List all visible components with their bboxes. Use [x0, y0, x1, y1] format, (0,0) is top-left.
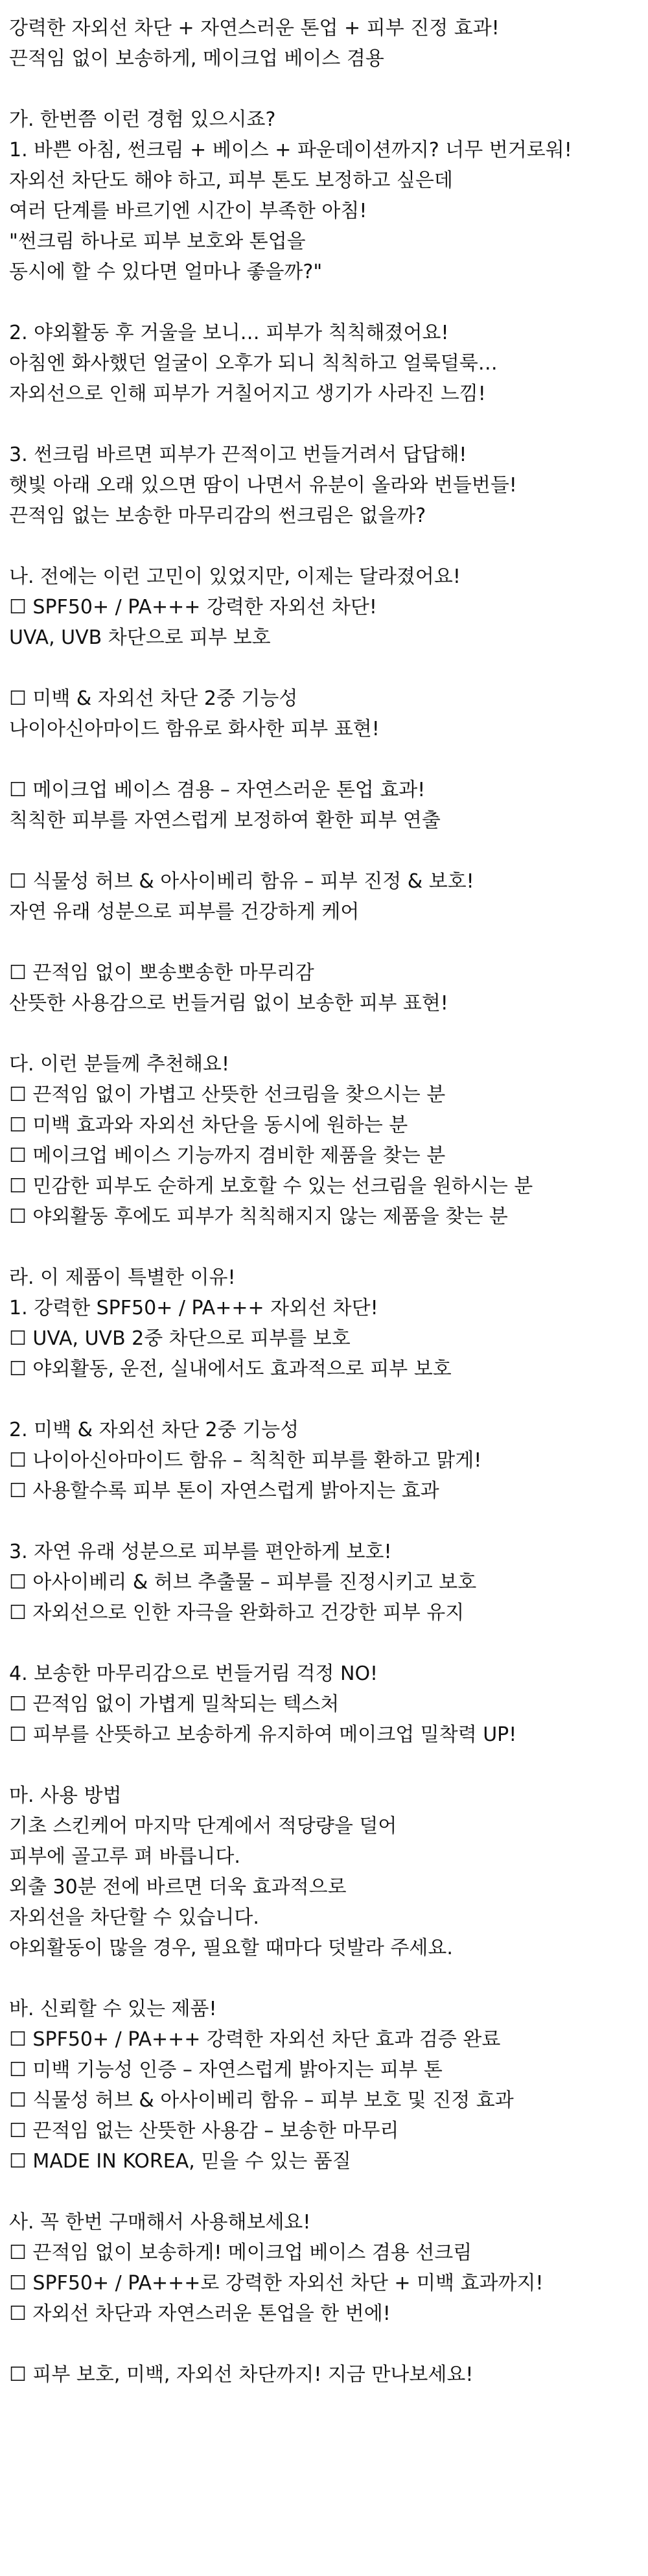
text-line: ☐ 야외활동, 운전, 실내에서도 효과적으로 피부 보호 — [9, 1358, 452, 1380]
text-line: 산뜻한 사용감으로 번들거림 없이 보송한 피부 표현! — [9, 992, 448, 1015]
section-spacer — [9, 2177, 644, 2207]
text-line: ☐ 식물성 허브 & 아사이베리 함유 – 피부 보호 및 진정 효과 — [9, 2089, 514, 2112]
text-line: ☐ SPF50+ / PA+++로 강력한 자외선 차단 + 미백 효과까지! — [9, 2272, 544, 2295]
text-line: ☐ 피부 보호, 미백, 자외선 차단까지! 지금 만나보세요! — [9, 2363, 474, 2386]
text-line: 외출 30분 전에 바르면 더욱 효과적으로 — [9, 1876, 347, 1898]
section-spacer — [9, 1506, 644, 1537]
text-section — [9, 958, 644, 1019]
text-line: ☐ 끈적임 없이 가볍게 밀착되는 텍스처 — [9, 1693, 340, 1716]
text-line: 라. 이 제품이 특별한 이유! — [9, 1266, 236, 1289]
text-line: 야외활동이 많을 경우, 필요할 때마다 덧발라 주세요. — [9, 1937, 453, 1959]
text-line: 나. 전에는 이런 고민이 있었지만, 이제는 달라졌어요! — [9, 565, 461, 588]
text-line: 피부에 골고루 펴 바릅니다. — [9, 1845, 240, 1868]
text-line: 3. 썬크림 바르면 피부가 끈적이고 번들거려서 답답해! — [9, 443, 467, 466]
section-spacer — [9, 836, 644, 866]
text-line: 자외선으로 인해 피부가 거칠어지고 생기가 사라진 느낌! — [9, 383, 486, 405]
text-line: ☐ 나이아신아마이드 함유 – 칙칙한 피부를 환하고 맑게! — [9, 1449, 482, 1472]
text-line: ☐ 끈적임 없이 보송하게! 메이크업 베이스 겸용 선크림 — [9, 2241, 472, 2264]
text-line: ☐ 사용할수록 피부 톤이 자연스럽게 밝아지는 효과 — [9, 1480, 439, 1502]
text-line: 마. 사용 방법 — [9, 1784, 122, 1807]
section-spacer — [9, 1750, 644, 1780]
text-line: UVA, UVB 차단으로 피부 보호 — [9, 626, 271, 649]
text-line: 끈적임 없는 보송한 마무리감의 썬크림은 없을까? — [9, 504, 426, 527]
text-line: ☐ 야외활동 후에도 피부가 칙칙해지지 않는 제품을 찾는 분 — [9, 1205, 508, 1228]
text-line: ☐ 자외선 차단과 자연스러운 톤업을 한 번에! — [9, 2302, 391, 2325]
text-line: 1. 바쁜 아침, 썬크림 + 베이스 + 파운데이션까지? 너무 번거로워! — [9, 139, 572, 161]
text-line: 햇빛 아래 오래 있으면 땀이 나면서 유분이 올라와 번들번들! — [9, 474, 517, 497]
text-section — [9, 2207, 644, 2329]
text-line: ☐ 민감한 피부도 순하게 보호할 수 있는 선크림을 원하시는 분 — [9, 1175, 533, 1198]
text-line: ☐ 미백 기능성 인증 – 자연스럽게 밝아지는 피부 톤 — [9, 2059, 443, 2081]
text-line: ☐ UVA, UVB 2중 차단으로 피부를 보호 — [9, 1327, 351, 1350]
section-spacer — [9, 927, 644, 958]
text-line: "썬크림 하나로 피부 보호와 톤업을 — [9, 230, 306, 253]
text-line: ☐ 미백 효과와 자외선 차단을 동시에 원하는 분 — [9, 1114, 408, 1137]
text-section — [9, 1049, 644, 1232]
section-spacer — [9, 409, 644, 440]
text-line: 가. 한번쯤 이런 경험 있으시죠? — [9, 108, 276, 131]
text-line: ☐ MADE IN KOREA, 믿을 수 있는 품질 — [9, 2150, 351, 2173]
text-line: 동시에 할 수 있다면 얼마나 좋을까?" — [9, 261, 323, 283]
text-line: ☐ SPF50+ / PA+++ 강력한 자외선 차단 효과 검증 완료 — [9, 2028, 501, 2051]
text-line: 여러 단계를 바르기엔 시간이 부족한 아침! — [9, 200, 367, 222]
section-spacer — [9, 1019, 644, 1049]
section-spacer — [9, 1232, 644, 1262]
text-section — [9, 683, 644, 744]
text-line: ☐ 미백 & 자외선 차단 2중 기능성 — [9, 687, 298, 710]
text-line: 2. 미백 & 자외선 차단 2중 기능성 — [9, 1419, 299, 1441]
text-line: 끈적임 없이 보송하게, 메이크업 베이스 겸용 — [9, 47, 384, 70]
product-description — [9, 13, 644, 2390]
section-spacer — [9, 287, 644, 318]
text-line: 3. 자연 유래 성분으로 피부를 편안하게 보호! — [9, 1541, 392, 1563]
text-line: 1. 강력한 SPF50+ / PA+++ 자외선 차단! — [9, 1297, 378, 1319]
text-line: 2. 야외활동 후 거울을 보니… 피부가 칙칙해졌어요! — [9, 322, 449, 344]
text-line: 자외선을 차단할 수 있습니다. — [9, 1906, 259, 1929]
text-line: ☐ 식물성 허브 & 아사이베리 함유 – 피부 진정 & 보호! — [9, 870, 474, 893]
text-line: 강력한 자외선 차단 + 자연스러운 톤업 + 피부 진정 효과! — [9, 17, 500, 40]
text-line: 바. 신뢰할 수 있는 제품! — [9, 1998, 217, 2020]
text-section — [9, 440, 644, 531]
text-line: ☐ 자외선으로 인한 자극을 완화하고 건강한 피부 유지 — [9, 1601, 465, 1624]
text-section — [9, 1262, 644, 1384]
section-spacer — [9, 531, 644, 561]
text-section — [9, 13, 644, 74]
text-line: ☐ 끈적임 없는 산뜻한 사용감 – 보송한 마무리 — [9, 2120, 399, 2142]
text-section — [9, 866, 644, 927]
text-section — [9, 1994, 644, 2177]
text-line: ☐ 끈적임 없이 뽀송뽀송한 마무리감 — [9, 962, 314, 984]
text-line: 기초 스킨케어 마지막 단계에서 적당량을 덜어 — [9, 1815, 397, 1837]
text-section — [9, 318, 644, 409]
text-line: 아침엔 화사했던 얼굴이 오후가 되니 칙칙하고 얼룩덜룩… — [9, 352, 498, 375]
section-spacer — [9, 74, 644, 104]
text-line: 칙칙한 피부를 자연스럽게 보정하여 환한 피부 연출 — [9, 809, 441, 832]
text-line: 4. 보송한 마무리감으로 번들거림 걱정 NO! — [9, 1662, 378, 1685]
text-section — [9, 1537, 644, 1628]
text-line: 나이아신아마이드 함유로 화사한 피부 표현! — [9, 718, 380, 740]
text-line: ☐ 끈적임 없이 가볍고 산뜻한 선크림을 찾으시는 분 — [9, 1083, 446, 1106]
text-section — [9, 2359, 644, 2390]
text-line: 자외선 차단도 해야 하고, 피부 톤도 보정하고 싶은데 — [9, 169, 453, 192]
text-section — [9, 775, 644, 836]
text-line: ☐ 피부를 산뜻하고 보송하게 유지하여 메이크업 밀착력 UP! — [9, 1723, 517, 1746]
text-line: ☐ 아사이베리 & 허브 추출물 – 피부를 진정시키고 보호 — [9, 1571, 477, 1594]
text-line: ☐ 메이크업 베이스 기능까지 겸비한 제품을 찾는 분 — [9, 1144, 446, 1167]
text-line: ☐ 메이크업 베이스 겸용 – 자연스러운 톤업 효과! — [9, 779, 426, 801]
text-line: ☐ SPF50+ / PA+++ 강력한 자외선 차단! — [9, 596, 377, 619]
section-spacer — [9, 1963, 644, 1994]
section-spacer — [9, 1628, 644, 1659]
section-spacer — [9, 744, 644, 775]
text-section — [9, 561, 644, 653]
text-section — [9, 1415, 644, 1506]
text-section — [9, 1659, 644, 1750]
section-spacer — [9, 1384, 644, 1415]
section-spacer — [9, 2329, 644, 2359]
text-line: 사. 꼭 한번 구매해서 사용해보세요! — [9, 2211, 311, 2234]
text-line: 자연 유래 성분으로 피부를 건강하게 케어 — [9, 901, 360, 923]
text-section — [9, 104, 644, 287]
text-section — [9, 1780, 644, 1963]
section-spacer — [9, 653, 644, 683]
text-line: 다. 이런 분들께 추천해요! — [9, 1053, 229, 1076]
